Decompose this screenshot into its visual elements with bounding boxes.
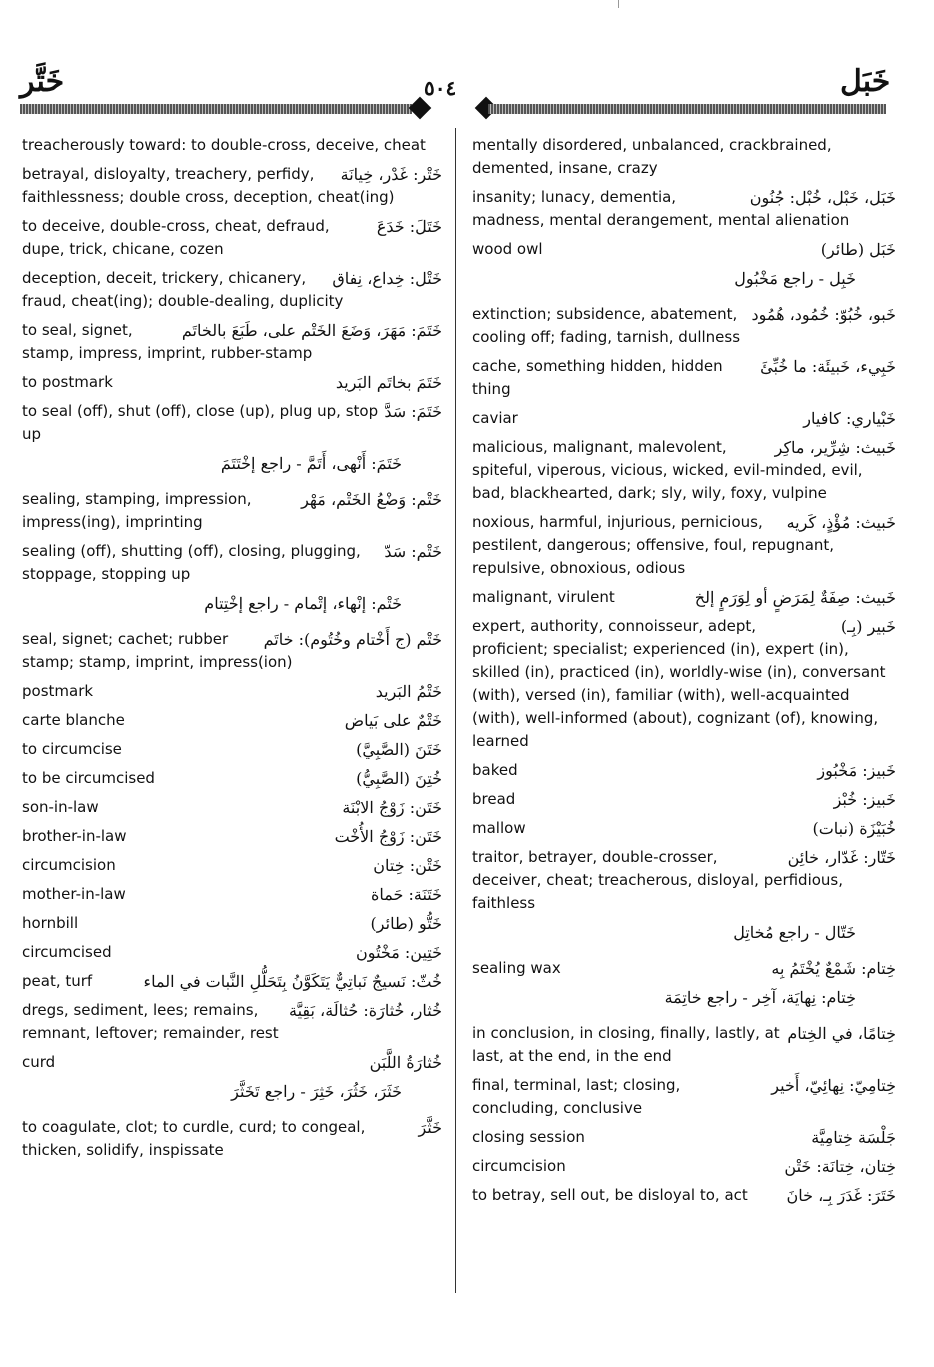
dictionary-entry	[22, 1116, 442, 1162]
dictionary-entry	[22, 1051, 442, 1074]
english-definition: final, terminal, last; closing, concluding, conclusive	[472, 1076, 681, 1117]
dictionary-entry	[472, 817, 896, 840]
dictionary-entry	[22, 738, 442, 761]
english-definition: to seal, signet, stamp, impress, imprint, rubber-stamp	[22, 321, 313, 362]
dictionary-entry	[472, 407, 896, 430]
arabic-headword: خَبيث: صِفَةٌ لِمَرَضٍ أو لِوَرَمٍ إلخ	[694, 588, 896, 607]
arabic-headword: خِتام: نِهايَة، آخِر - راجع خاتِمَة	[664, 988, 856, 1007]
arabic-headword: خَتُّو (طائر)	[370, 914, 442, 933]
arabic-headword: خِتامًا، في الخِتام	[787, 1024, 896, 1043]
dictionary-entry	[472, 846, 896, 915]
english-definition: son-in-law	[22, 798, 99, 816]
english-definition: sealing wax	[472, 959, 561, 977]
english-definition: mallow	[472, 819, 526, 837]
english-definition: seal, signet; cachet; rubber stamp; stamp, imprint, impress(ion)	[22, 630, 293, 671]
english-definition: postmark	[22, 682, 94, 700]
english-definition: carte blanche	[22, 711, 125, 729]
dictionary-entry	[22, 215, 442, 261]
english-definition: malicious, malignant, malevolent, spiteful, viperous, vicious, wicked, evil-minded, evil, bad, blackhearted, dark; sly, wily, foxy, vulpine	[472, 438, 863, 502]
dictionary-entry	[472, 1074, 896, 1120]
dictionary-entry	[472, 788, 896, 811]
arabic-headword: خَتَمَ: أَنْهى، أَتَمَّ - راجع إخْتَتَمَ	[220, 454, 402, 473]
arabic-headword: خَبْياري: كافيار	[803, 409, 896, 428]
english-definition: mentally disordered, unbalanced, crackbrained, demented, insane, crazy	[472, 136, 832, 177]
dictionary-entry	[472, 186, 896, 232]
dictionary-entry	[472, 957, 896, 980]
english-definition: sealing, stamping, impression, impress(ing), imprinting	[22, 490, 252, 531]
english-definition: expert, authority, connoisseur, adept, proficient; specialist; experienced (in), expert (in), skilled (in), practiced (in), worldly-wise (in), conversant (with), versed (in), familiar (with), well-acquainted (with), well-informed (about), cognizant (of), knowing, learned	[472, 617, 886, 750]
dictionary-entry	[472, 511, 896, 580]
dictionary-entry	[22, 999, 442, 1045]
arabic-headword: خَتْل: خِداع، نِفاق	[332, 269, 442, 288]
arabic-headword: خُتِنَ (الصَّبِيُّ)	[356, 769, 442, 788]
dictionary-entry	[22, 796, 442, 819]
arabic-headword: خَبيز: مَخْبُوز	[817, 761, 896, 780]
english-definition: circumcision	[472, 1157, 566, 1175]
arabic-headword: خَتّال - راجع مُخاتِل	[733, 923, 856, 942]
arabic-headword: خَبِل - راجع مَخْبُول	[734, 269, 856, 288]
arabic-headword: خَتِين: مَخْتُون	[356, 943, 442, 962]
arabic-headword: خَبيث: شِرِّير، ماكِر	[774, 438, 896, 457]
english-definition: bread	[472, 790, 516, 808]
english-definition: hornbill	[22, 914, 79, 932]
dictionary-entry	[22, 709, 442, 732]
dictionary-entry	[472, 267, 896, 297]
english-definition: to deceive, double-cross, cheat, defraud, dupe, trick, chicane, cozen	[22, 217, 330, 258]
english-definition: baked	[472, 761, 518, 779]
english-definition: in conclusion, in closing, finally, lastly, at last, at the end, in the end	[472, 1024, 780, 1065]
dictionary-entry	[22, 267, 442, 313]
arabic-headword: خِتان، خِتانَة: خَتْن	[784, 1157, 896, 1176]
page-header	[0, 62, 934, 142]
dictionary-entry	[22, 854, 442, 877]
arabic-headword: خَتْن: خِتان	[373, 856, 442, 875]
dictionary-entry	[22, 628, 442, 674]
right-column	[472, 134, 896, 1213]
dictionary-entry	[22, 592, 442, 622]
arabic-headword: خِتام: شَمْعٌ يُخْتَمُ بِه	[771, 959, 896, 978]
arabic-headword: خَتَلَ: خَدَعَ	[376, 217, 442, 236]
english-definition: circumcised	[22, 943, 112, 961]
dictionary-entry	[22, 163, 442, 209]
english-definition: dregs, sediment, lees; remains, remnant, leftover; remainder, rest	[22, 1001, 279, 1042]
arabic-headword: خِتامِيّ: نِهائِيّ، أَخير	[771, 1076, 896, 1095]
arabic-headword: خَتَنَ (الصَّبِيَّ)	[356, 740, 442, 759]
dictionary-entry	[472, 1155, 896, 1178]
arabic-headword: خَتَن: زَوْجُ الابْنَة	[342, 798, 442, 817]
english-definition: wood owl	[472, 240, 543, 258]
left-column	[22, 134, 442, 1168]
dictionary-entry	[472, 1126, 896, 1149]
dictionary-entry	[22, 883, 442, 906]
arabic-headword: جَلْسَة خِتامِيَّة	[811, 1128, 896, 1147]
column-divider	[455, 128, 456, 1293]
arabic-headword: خَتَمَ: مَهَرَ، وَضَعَ الخَتْم على، طَبَعَ بالخاتَم	[181, 321, 442, 340]
dictionary-entry	[22, 912, 442, 935]
dictionary-entry	[472, 134, 896, 180]
arabic-headword: خَتْم (ج أَخْتام وخُتُوم): خاتَم	[263, 630, 442, 649]
english-definition: caviar	[472, 409, 518, 427]
english-definition: brother-in-law	[22, 827, 127, 845]
arabic-headword: خَبَل، خَبْل، خُبْل: جُنُون	[749, 188, 896, 207]
dictionary-entry	[22, 1080, 442, 1110]
arabic-headword: خَثَّرَ	[418, 1118, 442, 1137]
diamond-ornament-left-icon	[409, 97, 432, 120]
dictionary-entry	[472, 355, 896, 401]
dictionary-entry	[22, 371, 442, 394]
dictionary-entry	[22, 452, 442, 482]
dictionary-entry	[22, 319, 442, 365]
arabic-headword: خُثّ: نَسيجٌ نَباتِيٌّ يَتَكَوَّنُ بِتَحَلُّلِ النَّبات في الماء	[143, 972, 442, 991]
arabic-headword: خُثار، خُثارَة: حُثالَة، بَقِيَّة	[289, 1001, 442, 1020]
dictionary-entry	[472, 1184, 896, 1207]
arabic-headword: خَتَرَ: غَدَرَ بِـ، خانَ	[786, 1186, 896, 1205]
dictionary-entry	[472, 986, 896, 1016]
arabic-headword: خُثارَةُ اللَّبَن	[369, 1053, 442, 1072]
header-guide-word-left: خَتَّر	[20, 64, 65, 99]
dictionary-entry	[472, 436, 896, 505]
english-definition: to be circumcised	[22, 769, 155, 787]
dictionary-entry	[472, 615, 896, 753]
dictionary-entry	[22, 400, 442, 446]
dictionary-entry	[22, 488, 442, 534]
dictionary-entry	[472, 303, 896, 349]
english-definition: to postmark	[22, 373, 113, 391]
arabic-headword: خَتْمُ البَريد	[375, 682, 442, 701]
english-definition: to coagulate, clot; to curdle, curd; to congeal, thicken, solidify, inspissate	[22, 1118, 366, 1159]
arabic-headword: خَتْم: إنْهاء، إتْمام - راجع إخْتِتام	[204, 594, 402, 613]
english-definition: sealing (off), shutting (off), closing, plugging, stoppage, stopping up	[22, 542, 361, 583]
dictionary-entry	[22, 134, 442, 157]
arabic-headword: خَتّار: غَدّار، خائِن	[787, 848, 896, 867]
english-definition: betrayal, disloyalty, treachery, perfidy, faithlessness; double cross, deception, cheat(ing)	[22, 165, 395, 206]
arabic-headword: خَبَل (طائر)	[820, 240, 896, 259]
english-definition: to circumcise	[22, 740, 122, 758]
english-definition: circumcision	[22, 856, 116, 874]
dictionary-entry	[472, 586, 896, 609]
english-definition: deception, deceit, trickery, chicanery, fraud, cheat(ing); double-dealing, duplicity	[22, 269, 344, 310]
english-definition: noxious, harmful, injurious, pernicious, pestilent, dangerous; offensive, foul, repugnant, repulsive, obnoxious, odious	[472, 513, 835, 577]
arabic-headword: خَتْر: غَدْر، خِيانَة	[340, 165, 442, 184]
dictionary-entry	[22, 767, 442, 790]
arabic-headword: خَتْم: وَضْعُ الخَتْم، مَهْر	[301, 490, 442, 509]
english-definition: cache, something hidden, hidden thing	[472, 357, 723, 398]
arabic-headword: خَبو، خُبُوّ: خُمُود، هُمُود	[751, 305, 896, 324]
english-definition: to betray, sell out, be disloyal to, act	[472, 1186, 748, 1204]
arabic-headword: خَثَرَ، خَثُرَ، خَثِرَ - راجع تَخَثَّرَ	[231, 1082, 402, 1101]
arabic-headword: خَتْمٌ على بَياض	[344, 711, 442, 730]
english-definition: to seal (off), shut (off), close (up), plug up, stop up	[22, 402, 379, 443]
arabic-headword: خَتَمَ: سَدَّ	[384, 402, 442, 421]
arabic-headword: خَتَنَة: حَماة	[371, 885, 442, 904]
dictionary-entry	[22, 680, 442, 703]
dictionary-entry	[22, 941, 442, 964]
arabic-headword: خُبَيْزَة (نبات)	[812, 819, 896, 838]
top-tick-mark	[618, 0, 619, 8]
arabic-headword: خَبِيء، خَبيئَة: ما خُبِّئَ	[760, 357, 896, 376]
english-definition: treacherously toward: to double-cross, deceive, cheat	[22, 136, 426, 154]
arabic-headword: خَتَن: زَوْجُ الأُخْت	[334, 827, 442, 846]
dictionary-entry	[472, 759, 896, 782]
english-definition: mother-in-law	[22, 885, 126, 903]
dictionary-entry	[22, 540, 442, 586]
arabic-headword: خَتْم: سَدّ	[384, 542, 442, 561]
header-guide-word-right: خَبَل	[840, 64, 891, 99]
arabic-headword: خَبيز: خُبْز	[833, 790, 896, 809]
arabic-headword: خَتَمَ بخاتَم البَريد	[335, 373, 442, 392]
header-rule-left	[20, 104, 412, 114]
dictionary-entry	[22, 970, 442, 993]
english-definition: malignant, virulent	[472, 588, 615, 606]
dictionary-entry	[472, 238, 896, 261]
dictionary-entry	[472, 921, 896, 951]
english-definition: closing session	[472, 1128, 585, 1146]
english-definition: curd	[22, 1053, 56, 1071]
english-definition: traitor, betrayer, double-crosser, deceiver, cheat; treacherous, disloyal, perfidious, faithless	[472, 848, 844, 912]
dictionary-entry	[472, 1022, 896, 1068]
english-definition: insanity; lunacy, dementia, madness, mental derangement, mental alienation	[472, 188, 850, 229]
arabic-headword: خَبيث: مُؤْذٍ، كَريه	[786, 513, 896, 532]
english-definition: peat, turf	[22, 972, 93, 990]
dictionary-entry	[22, 825, 442, 848]
arabic-headword: خَبير (بِـ)	[840, 617, 896, 636]
english-definition: extinction; subsidence, abatement, cooling off; fading, tarnish, dullness	[472, 305, 741, 346]
header-rule-right	[488, 104, 886, 114]
page-number: ٥٠٤	[424, 76, 457, 100]
